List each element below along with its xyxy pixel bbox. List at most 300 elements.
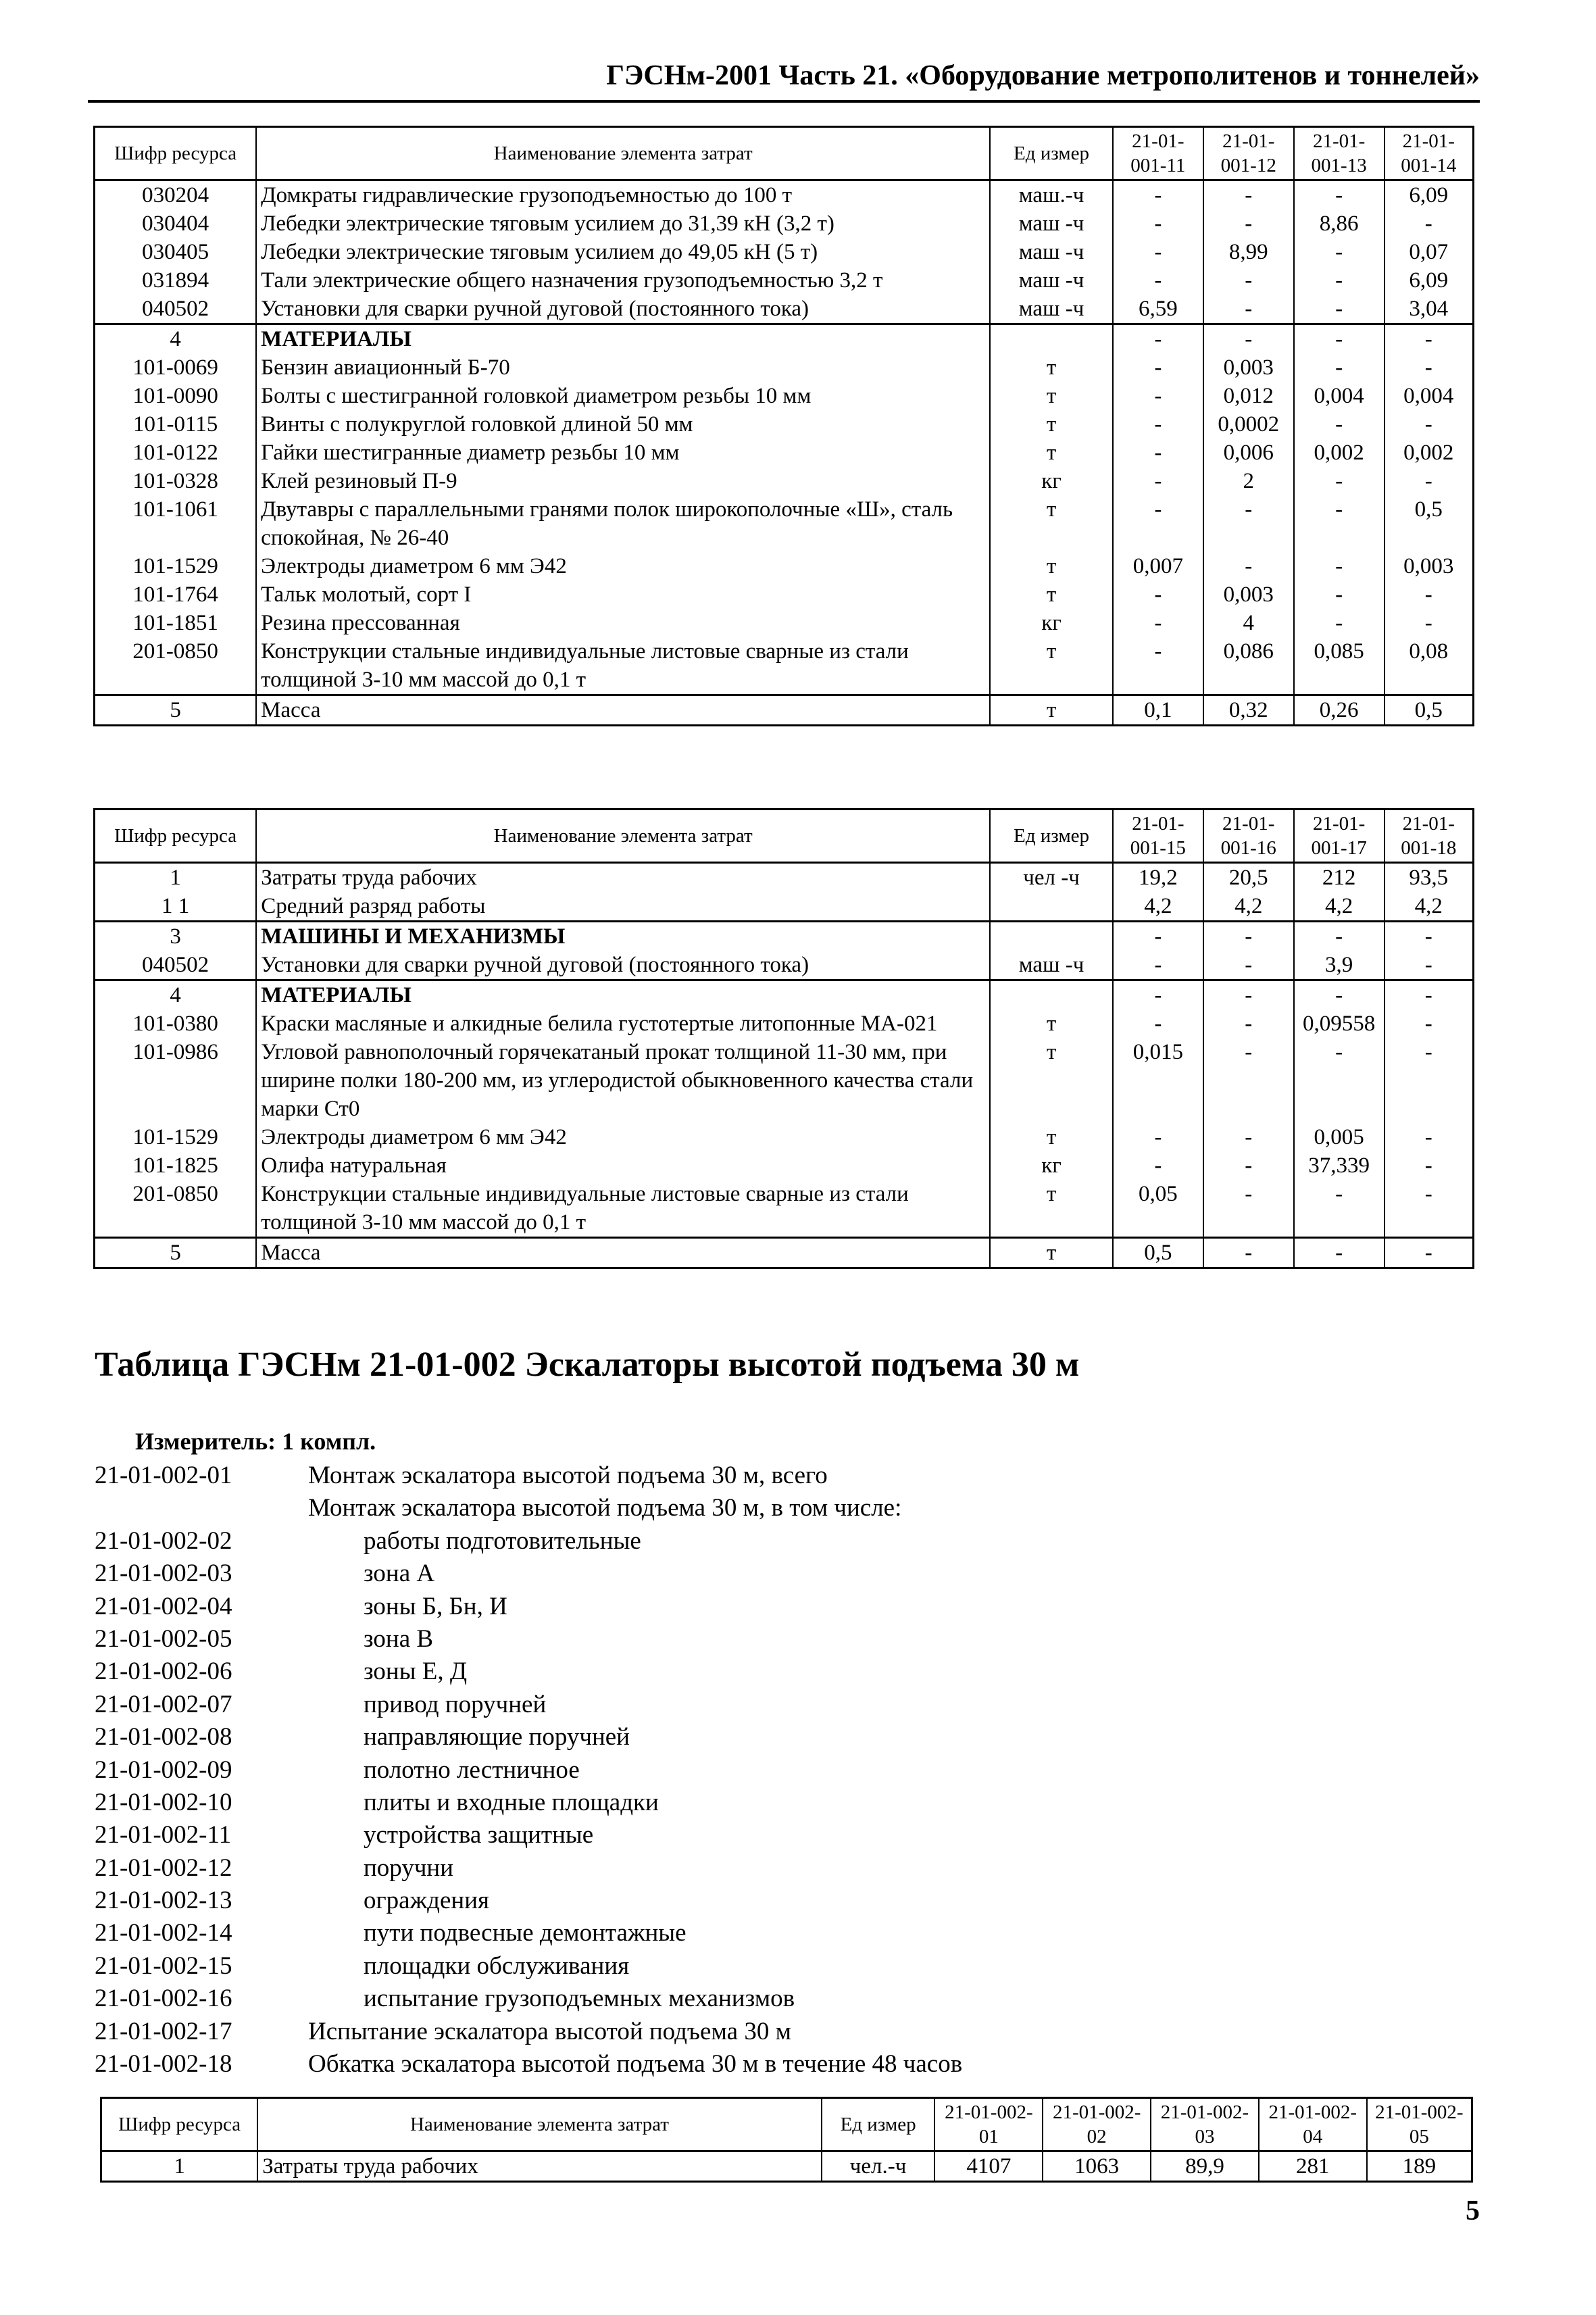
value-cell: - bbox=[1294, 238, 1385, 266]
resource-code: 101-1825 bbox=[95, 1151, 257, 1180]
unit-cell: маш -ч bbox=[990, 209, 1113, 238]
table-row bbox=[95, 382, 1474, 410]
cost-element-name: Масса bbox=[256, 1238, 990, 1268]
value-cell: - bbox=[1294, 353, 1385, 382]
cost-element-name: Винты с полукруглой головкой длиной 50 мм bbox=[256, 410, 990, 439]
value-cell: - bbox=[1113, 382, 1203, 410]
item-description: зоны Б, Бн, И bbox=[364, 1592, 507, 1620]
value-cell: - bbox=[1113, 353, 1203, 382]
item-description: устройства защитные bbox=[364, 1821, 594, 1849]
cost-element-name: Электроды диаметром 6 мм Э42 bbox=[256, 552, 990, 580]
table-row bbox=[95, 1038, 1474, 1123]
item-code: 21-01-002-10 bbox=[95, 1788, 232, 1816]
table-row bbox=[95, 609, 1474, 637]
value-cell: - bbox=[1385, 580, 1474, 609]
column-header: 21-01-001-17 bbox=[1294, 810, 1385, 863]
resource-code: 3 bbox=[95, 922, 257, 951]
item-code: 21-01-002-12 bbox=[95, 1853, 232, 1882]
unit-cell bbox=[990, 892, 1113, 922]
table-row bbox=[95, 495, 1474, 552]
table-row bbox=[95, 324, 1474, 354]
column-header: Шифр ресурса bbox=[95, 127, 257, 180]
unit-cell: маш -ч bbox=[990, 951, 1113, 980]
value-cell: - bbox=[1113, 1010, 1203, 1038]
table-row bbox=[95, 209, 1474, 238]
cost-element-name: Затраты труда рабочих bbox=[257, 2151, 821, 2182]
column-header: 21-01-001-13 bbox=[1294, 127, 1385, 180]
item-code: 21-01-002-11 bbox=[95, 1821, 232, 1849]
column-header: 21-01-001-14 bbox=[1385, 127, 1474, 180]
value-cell: 0,0002 bbox=[1203, 410, 1294, 439]
unit-cell: кг bbox=[990, 467, 1113, 495]
value-cell: 0,002 bbox=[1294, 439, 1385, 467]
value-cell: - bbox=[1385, 1038, 1474, 1123]
item-code: 21-01-002-03 bbox=[95, 1560, 232, 1588]
cost-element-name: Гайки шестигранные диаметр резьбы 10 мм bbox=[256, 439, 990, 467]
value-cell: - bbox=[1113, 495, 1203, 552]
resource-code: 101-0090 bbox=[95, 382, 257, 410]
value-cell: - bbox=[1113, 1151, 1203, 1180]
unit-cell: маш -ч bbox=[990, 295, 1113, 324]
value-cell: 19,2 bbox=[1113, 863, 1203, 893]
value-cell: - bbox=[1113, 324, 1203, 354]
value-cell: 0,05 bbox=[1113, 1180, 1203, 1238]
table-row bbox=[95, 980, 1474, 1010]
value-cell: 0,5 bbox=[1113, 1238, 1203, 1268]
value-cell: 4,2 bbox=[1113, 892, 1203, 922]
value-cell: 8,86 bbox=[1294, 209, 1385, 238]
value-cell: - bbox=[1203, 1010, 1294, 1038]
resource-code: 031894 bbox=[95, 266, 257, 295]
cost-element-name: МАТЕРИАЛЫ bbox=[256, 324, 990, 354]
value-cell: 93,5 bbox=[1385, 863, 1474, 893]
resource-code: 1 1 bbox=[95, 892, 257, 922]
value-cell: - bbox=[1385, 209, 1474, 238]
value-cell: - bbox=[1113, 580, 1203, 609]
value-cell: - bbox=[1294, 1238, 1385, 1268]
column-header: 21-01-001-15 bbox=[1113, 810, 1203, 863]
item-code: 21-01-002-13 bbox=[95, 1887, 232, 1915]
value-cell: 0,5 bbox=[1385, 695, 1474, 726]
item-description: направляющие поручней bbox=[364, 1723, 630, 1751]
table-title: Таблица ГЭСНм 21-01-002 Эскалаторы высотой подъема 30 м bbox=[95, 1345, 1080, 1384]
table-row bbox=[95, 1151, 1474, 1180]
unit-cell: т bbox=[990, 1038, 1113, 1123]
cost-element-name: Конструкции стальные индивидуальные листовые сварные из стали толщиной 3-10 мм массой до 0,1 т bbox=[256, 1180, 990, 1238]
value-cell: - bbox=[1294, 922, 1385, 951]
item-description: площадки обслуживания bbox=[364, 1951, 630, 1980]
item-code: 21-01-002-06 bbox=[95, 1658, 232, 1686]
resource-code: 101-0069 bbox=[95, 353, 257, 382]
value-cell: 0,004 bbox=[1294, 382, 1385, 410]
cost-element-name: Болты с шестигранной головкой диаметром резьбы 10 мм bbox=[256, 382, 990, 410]
column-header: 21-01-001-18 bbox=[1385, 810, 1474, 863]
table-row bbox=[95, 439, 1474, 467]
value-cell: 0,012 bbox=[1203, 382, 1294, 410]
unit-cell: т bbox=[990, 1180, 1113, 1238]
resource-code: 030404 bbox=[95, 209, 257, 238]
value-cell: - bbox=[1385, 410, 1474, 439]
value-cell: 0,005 bbox=[1294, 1123, 1385, 1151]
table-row bbox=[95, 180, 1474, 210]
resource-code: 101-1529 bbox=[95, 1123, 257, 1151]
value-cell: 4,2 bbox=[1385, 892, 1474, 922]
page-number: 5 bbox=[1466, 2195, 1480, 2226]
value-cell: - bbox=[1385, 922, 1474, 951]
resource-code: 5 bbox=[95, 695, 257, 726]
value-cell: - bbox=[1385, 467, 1474, 495]
value-cell: - bbox=[1203, 1238, 1294, 1268]
item-code: 21-01-002-16 bbox=[95, 1985, 232, 2013]
value-cell: 0,007 bbox=[1113, 552, 1203, 580]
unit-cell: т bbox=[990, 637, 1113, 695]
value-cell: 0,07 bbox=[1385, 238, 1474, 266]
value-cell: 89,9 bbox=[1151, 2151, 1259, 2182]
value-cell: - bbox=[1385, 1123, 1474, 1151]
meter-label: Измеритель: 1 компл. bbox=[135, 1428, 376, 1455]
value-cell: - bbox=[1203, 180, 1294, 210]
column-header: Ед измер bbox=[990, 127, 1113, 180]
value-cell: 0,086 bbox=[1203, 637, 1294, 695]
value-cell: - bbox=[1385, 324, 1474, 354]
value-cell: 0,003 bbox=[1203, 580, 1294, 609]
item-code: 21-01-002-18 bbox=[95, 2050, 232, 2078]
column-header: Ед измер bbox=[990, 810, 1113, 863]
unit-cell: т bbox=[990, 1010, 1113, 1038]
cost-element-name: Угловой равнополочный горячекатаный прокат толщиной 11-30 мм, при ширине полки 180-200 мм, из углеродистой обыкновенного качества стали марки Ст0 bbox=[256, 1038, 990, 1123]
value-cell: - bbox=[1385, 1238, 1474, 1268]
cost-element-name: Установки для сварки ручной дуговой (постоянного тока) bbox=[256, 295, 990, 324]
table-row bbox=[95, 353, 1474, 382]
value-cell: - bbox=[1113, 209, 1203, 238]
value-cell: - bbox=[1113, 266, 1203, 295]
unit-cell: маш -ч bbox=[990, 266, 1113, 295]
resource-code: 101-1061 bbox=[95, 495, 257, 552]
item-description: пути подвесные демонтажные bbox=[364, 1919, 687, 1947]
value-cell: - bbox=[1113, 238, 1203, 266]
resource-code: 101-1851 bbox=[95, 609, 257, 637]
table-row bbox=[95, 1010, 1474, 1038]
unit-cell: т bbox=[990, 439, 1113, 467]
unit-cell: т bbox=[990, 695, 1113, 726]
running-header: ГЭСНм-2001 Часть 21. «Оборудование метрополитенов и тоннелей» bbox=[606, 60, 1480, 91]
value-cell: - bbox=[1294, 609, 1385, 637]
value-cell: - bbox=[1294, 410, 1385, 439]
value-cell: 6,09 bbox=[1385, 180, 1474, 210]
table-row bbox=[101, 2151, 1472, 2182]
value-cell: - bbox=[1113, 439, 1203, 467]
resource-code: 030405 bbox=[95, 238, 257, 266]
item-code: 21-01-002-02 bbox=[95, 1526, 232, 1555]
value-cell: 0,09558 bbox=[1294, 1010, 1385, 1038]
value-cell: 0,5 bbox=[1385, 495, 1474, 552]
table-row bbox=[95, 580, 1474, 609]
item-code: 21-01-002-07 bbox=[95, 1690, 232, 1718]
value-cell: - bbox=[1113, 609, 1203, 637]
value-cell: 6,59 bbox=[1113, 295, 1203, 324]
value-cell: - bbox=[1203, 209, 1294, 238]
value-cell: - bbox=[1113, 980, 1203, 1010]
item-description: испытание грузоподъемных механизмов bbox=[364, 1985, 795, 2013]
resource-code: 5 bbox=[95, 1238, 257, 1268]
cost-element-name: Тали электрические общего назначения грузоподъемностью 3,2 т bbox=[256, 266, 990, 295]
item-description: плиты и входные площадки bbox=[364, 1788, 659, 1816]
cost-element-name: Установки для сварки ручной дуговой (постоянного тока) bbox=[256, 951, 990, 980]
resource-code: 4 bbox=[95, 980, 257, 1010]
cost-element-name: Двутавры с параллельными гранями полок широкополочные «Ш», сталь спокойная, № 26-40 bbox=[256, 495, 990, 552]
resource-code: 101-0328 bbox=[95, 467, 257, 495]
value-cell: 4,2 bbox=[1294, 892, 1385, 922]
value-cell: - bbox=[1294, 1180, 1385, 1238]
resource-code: 1 bbox=[95, 863, 257, 893]
value-cell: 0,002 bbox=[1385, 439, 1474, 467]
resource-code: 101-0380 bbox=[95, 1010, 257, 1038]
column-header: Наименование элемента затрат bbox=[257, 2098, 821, 2151]
value-cell: - bbox=[1113, 410, 1203, 439]
value-cell: - bbox=[1294, 324, 1385, 354]
unit-cell: чел.-ч bbox=[822, 2151, 935, 2182]
value-cell: 37,339 bbox=[1294, 1151, 1385, 1180]
cost-element-name: Олифа натуральная bbox=[256, 1151, 990, 1180]
value-cell: - bbox=[1294, 467, 1385, 495]
column-header: 21-01-002-04 bbox=[1259, 2098, 1367, 2151]
unit-cell: т bbox=[990, 410, 1113, 439]
value-cell: - bbox=[1385, 951, 1474, 980]
value-cell: 0,32 bbox=[1203, 695, 1294, 726]
table-row bbox=[95, 695, 1474, 726]
item-description: Монтаж эскалатора высотой подъема 30 м, в том числе: bbox=[308, 1494, 902, 1522]
table-row bbox=[95, 922, 1474, 951]
cost-element-name: Бензин авиационный Б-70 bbox=[256, 353, 990, 382]
cost-element-name: Конструкции стальные индивидуальные листовые сварные из стали толщиной 3-10 мм массой до 0,1 т bbox=[256, 637, 990, 695]
value-cell: - bbox=[1385, 609, 1474, 637]
item-description: Обкатка эскалатора высотой подъема 30 м в течение 48 часов bbox=[308, 2050, 963, 2078]
unit-cell: маш.-ч bbox=[990, 180, 1113, 210]
item-code: 21-01-002-05 bbox=[95, 1624, 232, 1653]
value-cell: - bbox=[1203, 495, 1294, 552]
resource-code: 4 bbox=[95, 324, 257, 354]
value-cell: - bbox=[1385, 980, 1474, 1010]
table-row bbox=[95, 467, 1474, 495]
unit-cell: т bbox=[990, 552, 1113, 580]
value-cell: - bbox=[1385, 1010, 1474, 1038]
cost-element-name: Затраты труда рабочих bbox=[256, 863, 990, 893]
table-row bbox=[95, 1238, 1474, 1268]
table-row bbox=[95, 238, 1474, 266]
value-cell: - bbox=[1203, 951, 1294, 980]
cost-element-name: Клей резиновый П-9 bbox=[256, 467, 990, 495]
cost-element-name: Домкраты гидравлические грузоподъемностью до 100 т bbox=[256, 180, 990, 210]
column-header: 21-01-001-11 bbox=[1113, 127, 1203, 180]
resource-code: 101-0122 bbox=[95, 439, 257, 467]
value-cell: 0,006 bbox=[1203, 439, 1294, 467]
cost-element-name: Средний разряд работы bbox=[256, 892, 990, 922]
resource-code: 201-0850 bbox=[95, 637, 257, 695]
value-cell: 212 bbox=[1294, 863, 1385, 893]
value-cell: 0,003 bbox=[1203, 353, 1294, 382]
resource-table-3 bbox=[100, 2097, 1473, 2183]
value-cell: - bbox=[1385, 1180, 1474, 1238]
column-header: 21-01-001-16 bbox=[1203, 810, 1294, 863]
value-cell: 20,5 bbox=[1203, 863, 1294, 893]
cost-element-name: Резина прессованная bbox=[256, 609, 990, 637]
value-cell: - bbox=[1113, 951, 1203, 980]
unit-cell: т bbox=[990, 353, 1113, 382]
unit-cell bbox=[990, 922, 1113, 951]
value-cell: - bbox=[1113, 467, 1203, 495]
cost-element-name: МАТЕРИАЛЫ bbox=[256, 980, 990, 1010]
table-row bbox=[95, 552, 1474, 580]
cost-element-name: Тальк молотый, сорт I bbox=[256, 580, 990, 609]
value-cell: - bbox=[1203, 552, 1294, 580]
item-code: 21-01-002-14 bbox=[95, 1919, 232, 1947]
column-header: 21-01-002-03 bbox=[1151, 2098, 1259, 2151]
value-cell: - bbox=[1294, 180, 1385, 210]
unit-cell: т bbox=[990, 495, 1113, 552]
item-description: привод поручней bbox=[364, 1690, 547, 1718]
table-row bbox=[95, 892, 1474, 922]
value-cell: - bbox=[1203, 1123, 1294, 1151]
column-header: Наименование элемента затрат bbox=[256, 127, 990, 180]
unit-cell: т bbox=[990, 580, 1113, 609]
unit-cell: т bbox=[990, 1238, 1113, 1268]
item-description: поручни bbox=[364, 1853, 454, 1882]
value-cell: 0,085 bbox=[1294, 637, 1385, 695]
cost-element-name: Краски масляные и алкидные белила густотертые литопонные МА-021 bbox=[256, 1010, 990, 1038]
cost-element-name: Электроды диаметром 6 мм Э42 bbox=[256, 1123, 990, 1151]
value-cell: 8,99 bbox=[1203, 238, 1294, 266]
column-header: 21-01-002-01 bbox=[934, 2098, 1043, 2151]
value-cell: - bbox=[1203, 1151, 1294, 1180]
column-header: 21-01-001-12 bbox=[1203, 127, 1294, 180]
resource-table-1 bbox=[93, 126, 1474, 726]
item-description: полотно лестничное bbox=[364, 1756, 580, 1784]
unit-cell: кг bbox=[990, 609, 1113, 637]
header-rule bbox=[88, 100, 1480, 103]
resource-code: 101-0115 bbox=[95, 410, 257, 439]
table-row bbox=[95, 1123, 1474, 1151]
item-description: работы подготовительные bbox=[364, 1526, 641, 1555]
value-cell: - bbox=[1294, 580, 1385, 609]
table-row bbox=[95, 637, 1474, 695]
unit-cell: кг bbox=[990, 1151, 1113, 1180]
value-cell: 3,04 bbox=[1385, 295, 1474, 324]
resource-code: 101-1764 bbox=[95, 580, 257, 609]
resource-code: 201-0850 bbox=[95, 1180, 257, 1238]
value-cell: 4 bbox=[1203, 609, 1294, 637]
value-cell: 0,003 bbox=[1385, 552, 1474, 580]
cost-element-name: Лебедки электрические тяговым усилием до 49,05 кН (5 т) bbox=[256, 238, 990, 266]
unit-cell: чел -ч bbox=[990, 863, 1113, 893]
resource-code: 030204 bbox=[95, 180, 257, 210]
resource-code: 101-1529 bbox=[95, 552, 257, 580]
table-row bbox=[95, 863, 1474, 893]
resource-table-2 bbox=[93, 808, 1474, 1269]
unit-cell bbox=[990, 324, 1113, 354]
cost-element-name: Лебедки электрические тяговым усилием до 31,39 кН (3,2 т) bbox=[256, 209, 990, 238]
cost-element-name: МАШИНЫ И МЕХАНИЗМЫ bbox=[256, 922, 990, 951]
resource-code: 101-0986 bbox=[95, 1038, 257, 1123]
value-cell: - bbox=[1203, 295, 1294, 324]
resource-code: 040502 bbox=[95, 951, 257, 980]
table-row bbox=[95, 951, 1474, 980]
item-description: ограждения bbox=[364, 1887, 490, 1915]
value-cell: - bbox=[1294, 980, 1385, 1010]
value-cell: - bbox=[1294, 552, 1385, 580]
column-header: 21-01-002-05 bbox=[1367, 2098, 1472, 2151]
value-cell: - bbox=[1203, 266, 1294, 295]
table-row bbox=[95, 1180, 1474, 1238]
column-header: Шифр ресурса bbox=[95, 810, 257, 863]
item-description: Монтаж эскалатора высотой подъема 30 м, всего bbox=[308, 1462, 828, 1489]
value-cell: - bbox=[1203, 1038, 1294, 1123]
value-cell: - bbox=[1113, 1123, 1203, 1151]
item-description: Испытание эскалатора высотой подъема 30 м bbox=[308, 2017, 791, 2045]
unit-cell: маш -ч bbox=[990, 238, 1113, 266]
column-header: Ед измер bbox=[822, 2098, 935, 2151]
value-cell: 0,004 bbox=[1385, 382, 1474, 410]
cost-element-name: Масса bbox=[256, 695, 990, 726]
value-cell: 3,9 bbox=[1294, 951, 1385, 980]
value-cell: - bbox=[1294, 495, 1385, 552]
table-row bbox=[95, 295, 1474, 324]
unit-cell: т bbox=[990, 1123, 1113, 1151]
value-cell: - bbox=[1113, 637, 1203, 695]
column-header: Шифр ресурса bbox=[101, 2098, 258, 2151]
item-code: 21-01-002-08 bbox=[95, 1723, 232, 1751]
table-row bbox=[95, 266, 1474, 295]
resource-code: 1 bbox=[101, 2151, 258, 2182]
value-cell: - bbox=[1294, 295, 1385, 324]
column-header: 21-01-002-02 bbox=[1043, 2098, 1151, 2151]
value-cell: 0,1 bbox=[1113, 695, 1203, 726]
value-cell: - bbox=[1113, 180, 1203, 210]
value-cell: - bbox=[1203, 1180, 1294, 1238]
value-cell: 6,09 bbox=[1385, 266, 1474, 295]
item-description: зоны Е, Д bbox=[364, 1658, 468, 1686]
item-description: зона А bbox=[364, 1560, 435, 1588]
value-cell: 4107 bbox=[934, 2151, 1043, 2182]
resource-code: 040502 bbox=[95, 295, 257, 324]
table-row bbox=[95, 410, 1474, 439]
value-cell: 0,08 bbox=[1385, 637, 1474, 695]
item-code: 21-01-002-15 bbox=[95, 1951, 232, 1980]
value-cell: 0,26 bbox=[1294, 695, 1385, 726]
value-cell: - bbox=[1203, 922, 1294, 951]
column-header: Наименование элемента затрат bbox=[256, 810, 990, 863]
item-description: зона В bbox=[364, 1624, 434, 1653]
item-code: 21-01-002-04 bbox=[95, 1592, 232, 1620]
value-cell: - bbox=[1203, 980, 1294, 1010]
value-cell: - bbox=[1113, 922, 1203, 951]
value-cell: 0,015 bbox=[1113, 1038, 1203, 1123]
unit-cell bbox=[990, 980, 1113, 1010]
value-cell: - bbox=[1385, 1151, 1474, 1180]
item-code: 21-01-002-01 bbox=[95, 1462, 232, 1489]
value-cell: - bbox=[1203, 324, 1294, 354]
value-cell: - bbox=[1385, 353, 1474, 382]
value-cell: 2 bbox=[1203, 467, 1294, 495]
value-cell: 189 bbox=[1367, 2151, 1472, 2182]
item-code: 21-01-002-17 bbox=[95, 2017, 232, 2045]
value-cell: - bbox=[1294, 266, 1385, 295]
item-code: 21-01-002-09 bbox=[95, 1756, 232, 1784]
value-cell: 4,2 bbox=[1203, 892, 1294, 922]
value-cell: 281 bbox=[1259, 2151, 1367, 2182]
value-cell: - bbox=[1294, 1038, 1385, 1123]
value-cell: 1063 bbox=[1043, 2151, 1151, 2182]
unit-cell: т bbox=[990, 382, 1113, 410]
